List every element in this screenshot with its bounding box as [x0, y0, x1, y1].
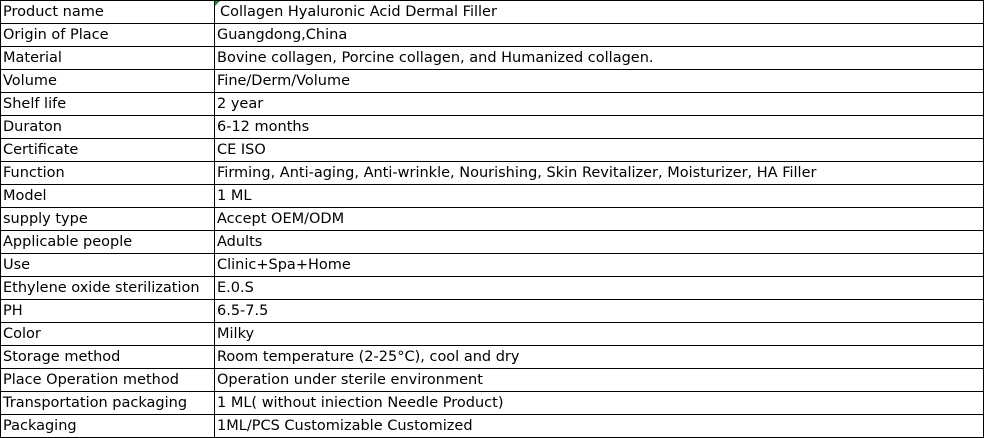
row-value-cell[interactable]: 6.5-7.5 [215, 300, 984, 323]
row-value-cell[interactable]: Accept OEM/ODM [215, 208, 984, 231]
row-label-cell[interactable]: Packaging [1, 415, 215, 438]
row-label-cell[interactable]: Volume [1, 70, 215, 93]
table-row [1, 369, 984, 392]
row-value-text: Collagen Hyaluronic Acid Dermal Filler [220, 4, 497, 20]
table-row [1, 93, 984, 116]
table-row [1, 300, 984, 323]
row-value-cell[interactable]: E.0.S [215, 277, 984, 300]
table-row [1, 323, 984, 346]
row-value-cell[interactable]: Bovine collagen, Porcine collagen, and Humanized collagen. [215, 47, 984, 70]
row-value-cell[interactable]: Guangdong,China [215, 24, 984, 47]
row-label-cell[interactable]: Applicable people [1, 231, 215, 254]
row-value-cell[interactable]: 1 ML [215, 185, 984, 208]
row-value-cell[interactable]: 2 year [215, 93, 984, 116]
row-label-cell[interactable]: Shelf life [1, 93, 215, 116]
table-row [1, 116, 984, 139]
row-value-cell[interactable]: Adults [215, 231, 984, 254]
table-row [1, 392, 984, 415]
row-value-cell[interactable]: 1 ML( without iniection Needle Product) [215, 392, 984, 415]
table-row [1, 415, 984, 438]
table-row [1, 139, 984, 162]
row-label-cell[interactable]: Origin of Place [1, 24, 215, 47]
row-label-cell[interactable]: Use [1, 254, 215, 277]
table-row [1, 70, 984, 93]
row-label-cell[interactable]: Color [1, 323, 215, 346]
table-row [1, 1, 984, 24]
row-value-cell[interactable]: Operation under sterile environment [215, 369, 984, 392]
cell-comment-marker-icon [215, 1, 220, 6]
row-label-cell[interactable]: Storage method [1, 346, 215, 369]
row-label-cell[interactable]: Duraton [1, 116, 215, 139]
row-label-cell[interactable]: Product name [1, 1, 215, 24]
row-value-cell[interactable]: Firming, Anti-aging, Anti-wrinkle, Nourishing, Skin Revitalizer, Moisturizer, HA Filler [215, 162, 984, 185]
table-row [1, 346, 984, 369]
row-label-cell[interactable]: Place Operation method [1, 369, 215, 392]
row-value-cell[interactable]: CE ISO [215, 139, 984, 162]
table-row [1, 47, 984, 70]
row-value-cell[interactable]: Room temperature (2-25°C), cool and dry [215, 346, 984, 369]
table-row [1, 162, 984, 185]
row-value-cell[interactable]: Milky [215, 323, 984, 346]
row-label-cell[interactable]: Material [1, 47, 215, 70]
row-label-cell[interactable]: Ethylene oxide sterilization [1, 277, 215, 300]
row-label-cell[interactable]: Certificate [1, 139, 215, 162]
table-row [1, 254, 984, 277]
table-row [1, 277, 984, 300]
table-row [1, 231, 984, 254]
row-label-cell[interactable]: Function [1, 162, 215, 185]
table-row [1, 185, 984, 208]
table-row [1, 24, 984, 47]
row-label-cell[interactable]: Transportation packaging [1, 392, 215, 415]
row-value-cell[interactable] [215, 1, 984, 24]
row-label-cell[interactable]: supply type [1, 208, 215, 231]
row-value-cell[interactable]: 6-12 months [215, 116, 984, 139]
row-value-cell[interactable]: Clinic+Spa+Home [215, 254, 984, 277]
table-row [1, 208, 984, 231]
row-label-cell[interactable]: PH [1, 300, 215, 323]
row-label-cell[interactable]: Model [1, 185, 215, 208]
row-value-cell[interactable]: 1ML/PCS Customizable Customized [215, 415, 984, 438]
row-value-cell[interactable]: Fine/Derm/Volume [215, 70, 984, 93]
